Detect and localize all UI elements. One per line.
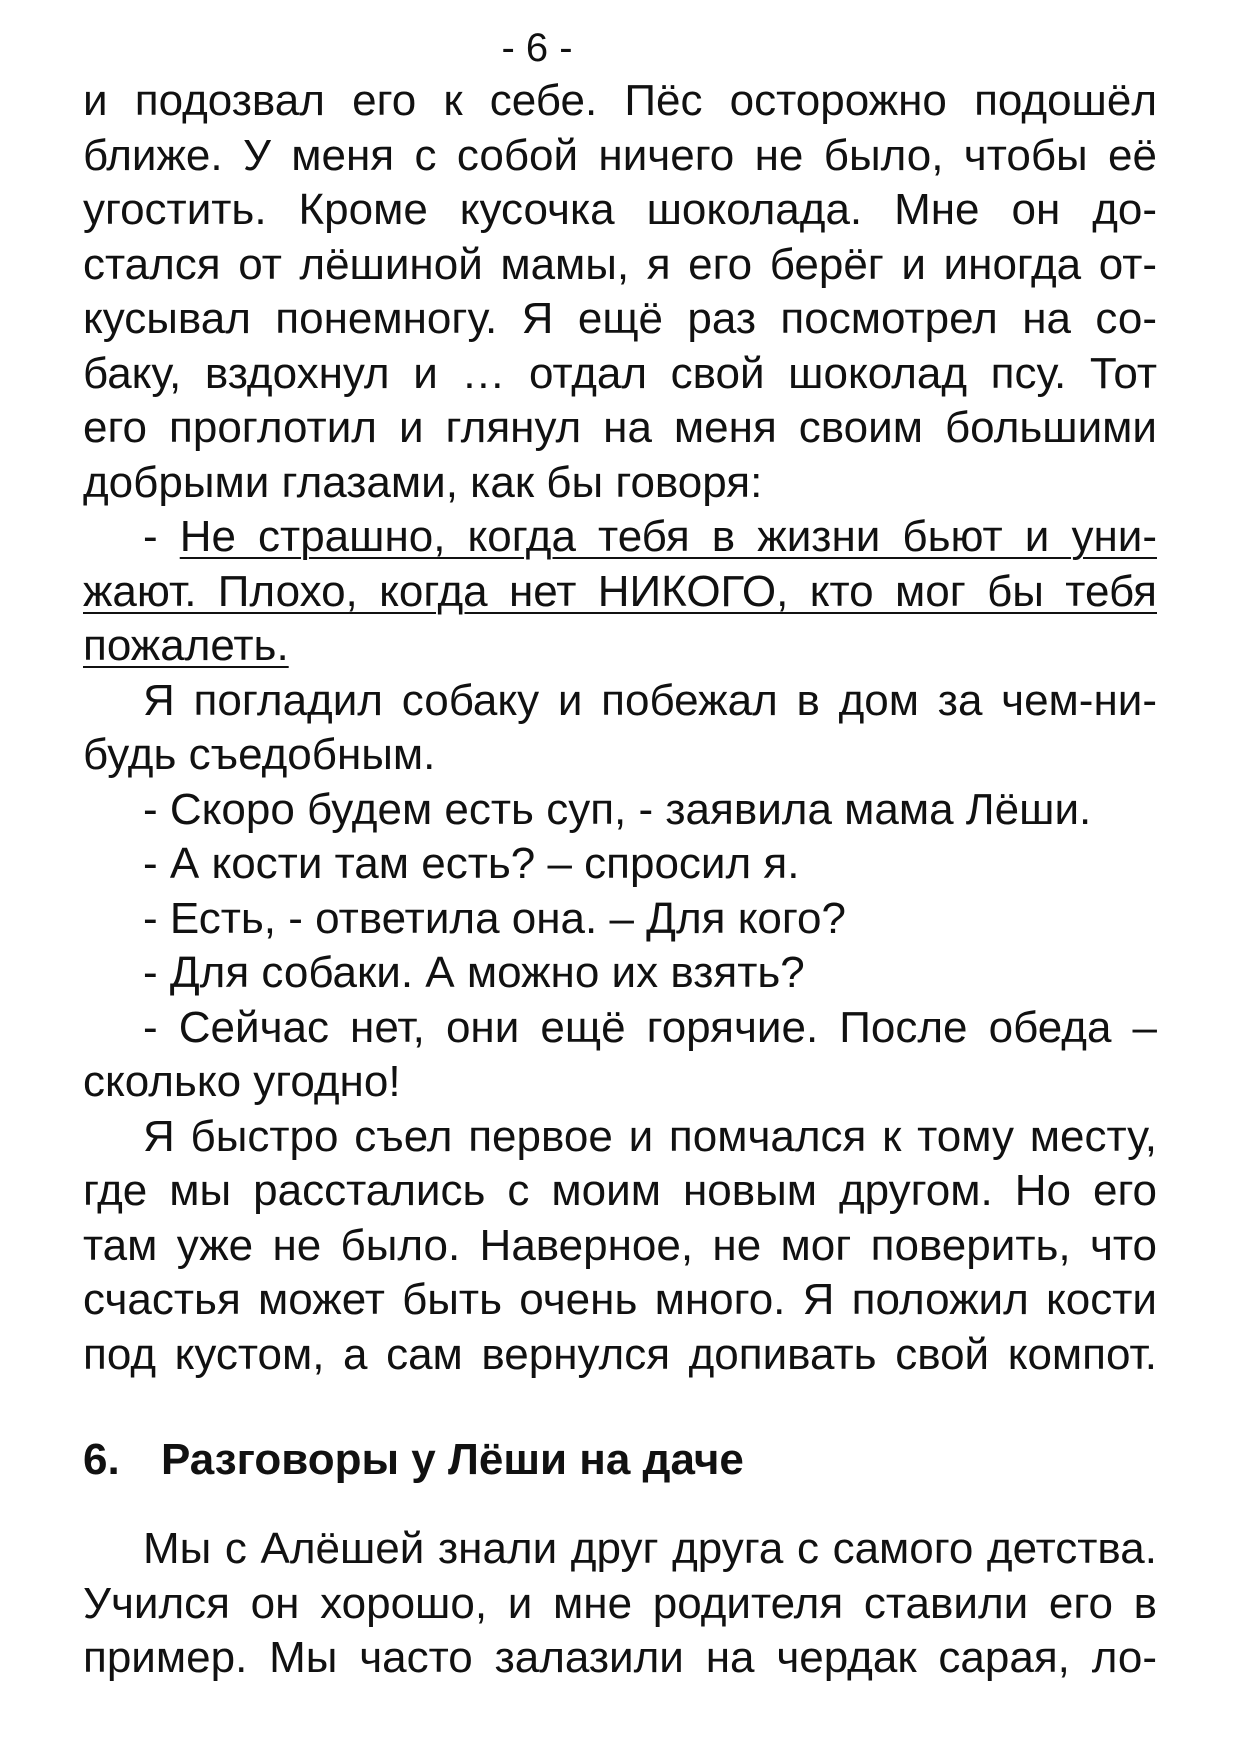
quote-line	[83, 619, 1157, 674]
text-line: кусывал понемногу. Я ещё раз посмотрел на со-	[83, 294, 1157, 343]
text-line: будь съедобным.	[83, 730, 436, 779]
chapter-number: 6.	[83, 1435, 120, 1484]
page-number: - 6 -	[501, 26, 573, 70]
text-line: стался от лёшиной мамы, я его берёг и иногда от-	[83, 239, 1157, 289]
text-line: Мы с Алёшей знали друг друга с самого детства.	[143, 1524, 1157, 1573]
chapter-heading	[83, 1430, 1157, 1490]
dialogue-line: - А кости там есть? – спросил я.	[143, 839, 800, 888]
quote-line	[83, 565, 1157, 620]
dialogue-line: - Есть, - ответила она. – Для кого?	[143, 893, 846, 943]
body-text	[83, 74, 1157, 1382]
underlined-quote: жают. Плохо, когда нет НИКОГО, кто мог бы тебя	[83, 566, 1157, 616]
text-line: и подозвал его к себе. Пёс осторожно подошёл	[83, 76, 1157, 125]
quote-line	[83, 510, 1157, 565]
text-line: счастья может быть очень много. Я положил кости	[83, 1275, 1157, 1324]
text-line: пример. Мы часто залазили на чердак сарая, ло-	[83, 1633, 1157, 1682]
text-line: там уже не было. Наверное, не мог поверить, что	[83, 1220, 1157, 1270]
chapter-title: Разговоры у Лёши на даче	[161, 1435, 744, 1484]
dialogue-dash: -	[143, 512, 180, 561]
chapter-body	[83, 1522, 1157, 1686]
dialogue-line: - Скоро будем есть суп, - заявила мама Лёши.	[143, 784, 1092, 834]
dialogue-line: - Для собаки. А можно их взять?	[143, 948, 805, 997]
text-line: добрыми глазами, как бы говоря:	[83, 457, 763, 507]
text-line: угостить. Кроме кусочка шоколада. Мне он до-	[83, 185, 1157, 234]
text-line: Учился он хорошо, и мне родителя ставили его в	[83, 1578, 1157, 1628]
text-line: баку, вздохнул и … отдал свой шоколад псу. Тот	[83, 348, 1157, 398]
dialogue-line: - Сейчас нет, они ещё горячие. После обеда –	[143, 1002, 1157, 1052]
text-line: ближе. У меня с собой ничего не было, чтобы её	[83, 130, 1157, 180]
underlined-quote: пожалеть.	[83, 621, 289, 670]
text-line: его проглотил и глянул на меня своим большими	[83, 403, 1157, 452]
text-line: Я погладил собаку и побежал в дом за чем-ни-	[143, 675, 1157, 725]
dialogue-line: сколько угодно!	[83, 1057, 401, 1106]
text-line: под кустом, а сам вернулся допивать свой компот.	[83, 1329, 1157, 1379]
text-line: где мы расстались с моим новым другом. Но его	[83, 1166, 1157, 1215]
text-line: Я быстро съел первое и помчался к тому месту,	[143, 1111, 1157, 1161]
underlined-quote: Не страшно, когда тебя в жизни бьют и уни-	[179, 512, 1157, 561]
